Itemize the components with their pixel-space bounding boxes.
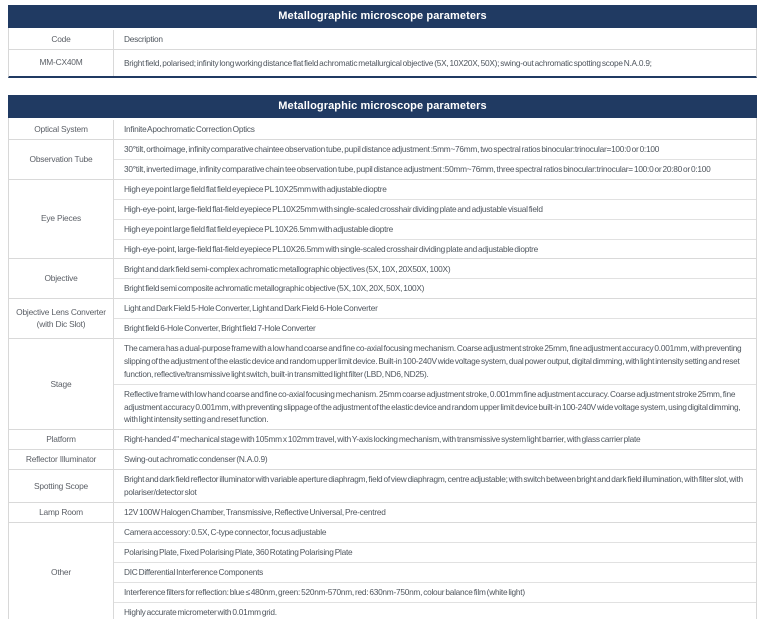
- spec-section: [9, 179, 756, 259]
- spec-row: High-eye-point, large-field flat-field eyepiece PL10X26.5mm with single-scaled crosshair dividing plate and adjustable dioptre: [114, 239, 756, 259]
- model-table-title: Metallographic microscope parameters: [8, 5, 757, 28]
- spec-label: Lamp Room: [9, 503, 114, 522]
- spec-label: Eye Pieces: [9, 180, 114, 259]
- spec-row: The camera has a dual-purpose frame with a low hand coarse and fine co-axial focusing mechanism. Coarse adjustment stroke 25mm, fine adjustment accuracy 0.001mm, with preventing slipping of the adjustment of the elastic device and random upper limit device. Built-in 100-240V wide voltage system, dual power output, digital dimming, with light intensity setting and reset function, reflective/transmissive light switch, built-in transmitted light filter (LBD, ND6, ND25).: [124, 343, 742, 379]
- spec-row: 30°tilt, inverted image, infinity comparative chain tee observation tube, pupil distance adjustment :50mm~76mm, three spectral ratios binocular:trinocular= 100:0 or 20:80 or 0:100: [114, 159, 756, 179]
- spec-section: [9, 469, 756, 502]
- spec-label: Observation Tube: [9, 140, 114, 179]
- parameters-table-title: Metallographic microscope parameters: [8, 95, 757, 118]
- spec-rows: [114, 523, 756, 619]
- spec-rows: [114, 299, 756, 338]
- model-description-cell: Bright field, polarised; infinity long working distance flat field achromatic metallurgical objective (5X, 10X20X, 50X); swing-out achromatic spotting scope N.A.0.9;: [124, 57, 652, 68]
- spec-rows: [114, 503, 756, 522]
- spec-row: Bright and dark field reflector illuminator with variable aperture diaphragm, field of view diaphragm, centre adjustable; with switch between bright and dark field illumination, with filter slot, with polariser/detector slot: [124, 474, 743, 498]
- spec-label: Reflector Illuminator: [9, 450, 114, 469]
- table-gap: [8, 78, 757, 95]
- spec-row: 30°tilt, orthoimage, infinity comparative chaintee observation tube, pupil distance adjustment :5mm~76mm, two spectral ratios binocular:trinocular=100:0 or 0:100: [124, 144, 660, 155]
- spec-row: High eye point large field flat field eyepiece PL 10X25mm with adjustable dioptre: [124, 183, 387, 194]
- spec-section: [9, 502, 756, 522]
- spec-rows: [114, 120, 756, 139]
- spec-row: 12V 100W Halogen Chamber, Transmissive, Reflective Universal, Pre-centred: [124, 507, 386, 518]
- spec-label: Stage: [9, 339, 114, 429]
- table-row: [9, 49, 756, 76]
- description-header-cell: Description: [124, 34, 163, 45]
- spec-rows: [114, 180, 756, 259]
- spec-section: [9, 338, 756, 429]
- spec-rows: [114, 430, 756, 449]
- spec-table-body: [9, 120, 756, 619]
- spec-row: Reflective frame with low hand coarse and fine co-axial focusing mechanism. 25mm coarse adjustment stroke, 0.001mm fine adjustment accuracy. Coarse adjustment stroke 25mm, fine adjustment accuracy 0.001mm, with preventing slippage of the adjustment of the elastic device and random upper limit device built-in 100-240V wide voltage system, using digital dimming, with light intensity setting and reset function.: [114, 384, 756, 430]
- spec-row: Highly accurate micrometer with 0.01mm grid.: [114, 602, 756, 619]
- spec-section: [9, 139, 756, 179]
- spec-row: Bright and dark field semi-complex achromatic metallographic objectives (5X, 10X, 20X50X, 100X): [124, 263, 451, 274]
- spec-section: [9, 120, 756, 139]
- spec-row: Bright field semi composite achromatic metallographic objective (5X, 10X, 20X, 50X, 100X): [114, 278, 756, 298]
- spec-row: Bright field 6-Hole Converter, Bright field 7-Hole Converter: [114, 318, 756, 338]
- spec-label: Objective Lens Converter (with Dic Slot): [9, 299, 114, 338]
- spec-row: High eye point large field flat field eyepiece PL 10X26.5mm with adjustable dioptre: [114, 219, 756, 239]
- spec-rows: [114, 259, 756, 298]
- spec-row: Polarising Plate, Fixed Polarising Plate, 360 Rotating Polarising Plate: [114, 542, 756, 562]
- spec-section: [9, 258, 756, 298]
- spec-section: [9, 522, 756, 619]
- spec-rows: [114, 450, 756, 469]
- code-header-cell: Code: [9, 30, 114, 49]
- spec-label: Objective: [9, 259, 114, 298]
- spec-row: Infinite Apochromatic Correction Optics: [124, 124, 255, 135]
- table-row: [9, 30, 756, 49]
- model-code-table: [8, 5, 757, 78]
- spec-section: [9, 449, 756, 469]
- spec-row: DIC Differential Interference Components: [114, 562, 756, 582]
- model-code-cell: MM-CX40M: [9, 50, 114, 76]
- spec-rows: [114, 339, 756, 429]
- spec-row: Camera accessory: 0.5X, C-type connector, focus adjustable: [124, 527, 327, 538]
- spec-row: Swing-out achromatic condenser (N.A.0.9): [124, 454, 268, 465]
- spec-label: Platform: [9, 430, 114, 449]
- spec-row: Interference filters for reflection: blue ≤ 480nm, green: 520nm-570nm, red: 630nm-750nm, colour balance film (white light): [114, 582, 756, 602]
- spec-rows: [114, 140, 756, 179]
- spec-label: Other: [9, 523, 114, 619]
- spec-section: [9, 298, 756, 338]
- spec-row: High-eye-point, large-field flat-field eyepiece PL10X25mm with single-scaled crosshair dividing plate and adjustable visual field: [114, 199, 756, 219]
- spec-section: [9, 429, 756, 449]
- spec-label: Spotting Scope: [9, 470, 114, 502]
- parameters-table: [8, 95, 757, 619]
- spec-row: Light and Dark Field 5-Hole Converter, Light and Dark Field 6-Hole Converter: [124, 303, 378, 314]
- spec-rows: [114, 470, 756, 502]
- spec-label: Optical System: [9, 120, 114, 139]
- spec-row: Right-handed 4" mechanical stage with 105mm x 102mm travel, with Y-axis locking mechanism, with transmissive system light barrier, with glass carrier plate: [124, 434, 641, 445]
